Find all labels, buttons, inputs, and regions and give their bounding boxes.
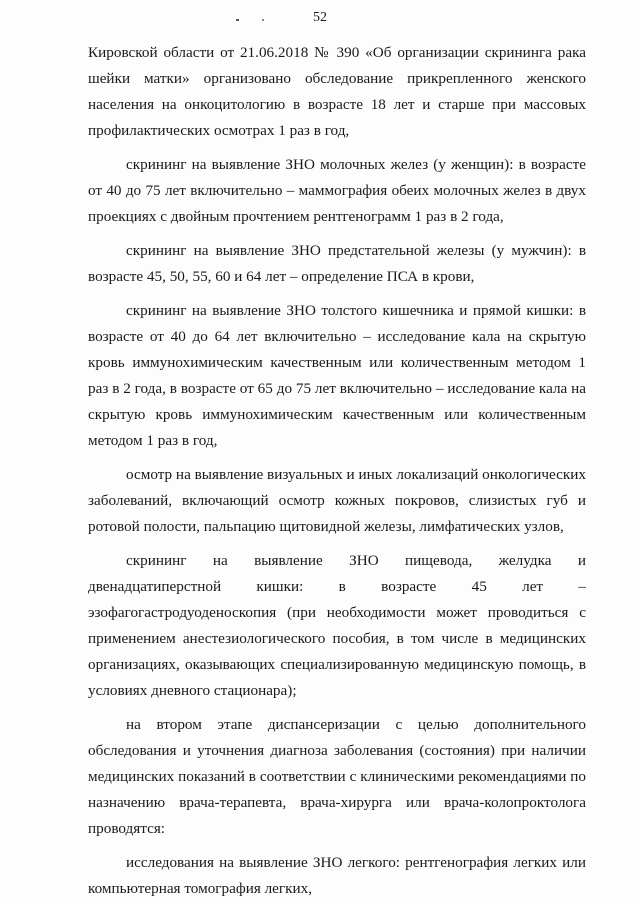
paragraph-colorectal-screening: скрининг на выявление ЗНО толстого кишечника и прямой кишки: в возрасте от 40 до 64 лет включительно – исследование кала на скрытую кровь иммунохимическим качественным или количественным методом 1 раз в 2 года, в возрасте от 65 до 75 лет включительно – исследование кала на скрытую кровь иммунохимическим качественным или количественным методом 1 раз в год, (88, 302, 586, 449)
paragraph-breast-screening: скрининг на выявление ЗНО молочных желез (у женщин): в возрасте от 40 до 75 лет включительно – маммография обеих молочных желез в двух проекциях с двойным прочтением рентгенограмм 1 раз в 2 года, (88, 156, 586, 225)
paragraph-visual-exam: осмотр на выявление визуальных и иных локализаций онкологических заболеваний, включающий осмотр кожных покровов, слизистых губ и ротовой полости, пальпацию щитовидной железы, лимфатических узлов, (88, 466, 586, 535)
page-number: 52 (313, 10, 327, 25)
paragraph-prostate-screening: скрининг на выявление ЗНО предстательной железы (у мужчин): в возрасте 45, 50, 55, 60 и 64 лет – определение ПСА в крови, (88, 242, 586, 285)
document-body (88, 40, 586, 910)
paragraph-continuation: Кировской области от 21.06.2018 № 390 «Об организации скрининга рака шейки матки» организовано обследование прикрепленного женского населения на онкоцитологию в возрасте 18 лет и старше при массовых профилактических осмотрах 1 раз в год, (88, 44, 586, 139)
paragraph-lung-screening: исследования на выявление ЗНО легкого: рентгенография легких или компьютерная томография легких, (88, 854, 586, 897)
paragraph-gastro-screening: скрининг на выявление ЗНО пищевода, желудка и двенадцатиперстной кишки: в возрасте 45 лет – эзофагогастродуоденоскопия (при необходимости может проводиться с применением анестезиологического пособия, в том числе в медицинских организациях, оказывающих специализированную медицинскую помощь, в условиях дневного стационара); (88, 552, 586, 699)
paragraph-second-stage: на втором этапе диспансеризации с целью дополнительного обследования и уточнения диагноза заболевания (состояния) при наличии медицинских показаний в соответствии с клиническими рекомендациями по назначению врача-терапевта, врача-хирурга или врача-колопроктолога проводятся: (88, 716, 586, 837)
